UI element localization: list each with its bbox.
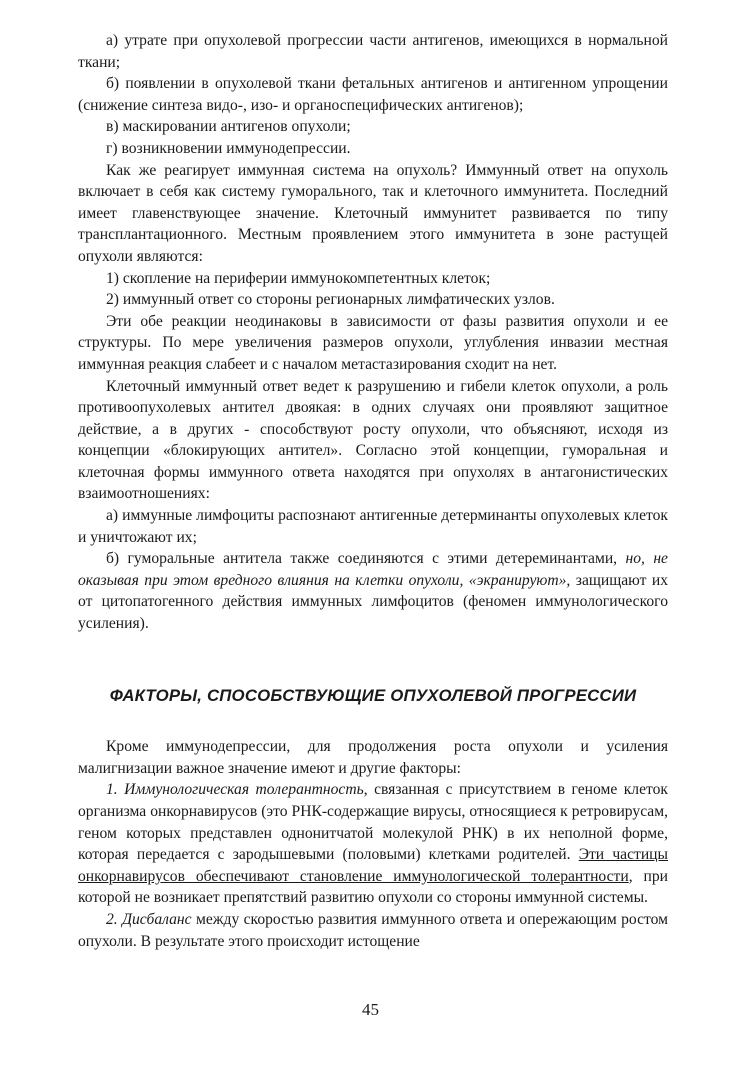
paragraph: Кроме иммунодепрессии, для продолжения роста опухоли и усиления малигнизации важное значение имеют и другие факторы: [78,738,668,777]
list-item: а) иммунные лимфоциты распознают антигенные детерминанты опухолевых клеток и уничтожают их; [78,507,668,546]
list-item: 1) скопление на периферии иммунокомпетентных клеток; [106,269,491,287]
list-item: б) появлении в опухолевой ткани фетальных антигенов и антигенном упрощении (снижение синтеза видо-, изо- и органоспецифических антигенов); [78,75,668,114]
underlined-run: Эти частицы онкорнавирусов обеспечивают становление иммунологической толерантности [78,846,668,885]
list-item: 2) иммунный ответ со стороны регионарных лимфатических узлов. [106,291,555,309]
text-run: между скоростью развития иммунного ответа и опережающим ростом опухоли. В результате этого происходит истощение [78,910,668,950]
text-run: , связанная с присутствием в геноме клеток организма онкорнавирусов (это РНК-содержащие вирусы, относящиеся к ретровирусам, геном которых представлен однонитчатой молекулой РНК) в их неполной форме, которая передается с зародышевыми (половыми) клетками родителей. [78,781,668,864]
list-item: а) утрате при опухолевой прогрессии части антигенов, имеющихся в нормальной ткани; [78,32,668,71]
factor-paragraph [78,779,668,909]
paragraph: Клеточный иммунный ответ ведет к разрушению и гибели клеток опухоли, а роль противоопухолевых антител двоякая: в одних случаях они проявляют защитное действие, а в других - способствуют росту опухоли, что объясняют, исходя из концепции «блокирующих антител». Согласно этой концепции, гуморальная и клеточная формы иммунного ответа находятся при опухолях в антагонистических взаимоотношениях: [78,377,668,503]
text-run: , при которой не возникает препятствий развитию опухоли со стороны иммунной системы. [78,867,668,907]
text-run: защищают их от цитопатогенного действия иммунных лимфоцитов (феномен иммунологического усиления). [78,571,668,633]
paragraph: Как же реагирует иммунная система на опухоль? Иммунный ответ на опухоль включает в себя как систему гуморального, так и клеточного иммунитета. Последний имеет главенствующее значение. Клеточный иммунитет развивается по типу трансплантационного. Местным проявлением этого иммунитета в зоне растущей опухоли являются: [78,161,668,265]
list-item [78,548,668,634]
text-run: б) гуморальные антитела также соединяются с этими детереминантами, [106,550,618,568]
page-body [78,30,668,952]
page-number: 45 [362,1000,379,1019]
list-item: в) маскировании антигенов опухоли; [106,118,351,136]
term: 2. Дисбаланс [106,910,192,928]
list-item: г) возникновении иммунодепрессии. [106,139,351,157]
italic-run: но, не оказывая при этом вредного влияния на клетки опухоли, «экранируют», [78,550,668,589]
term: 1. Иммунологическая толерантность [106,781,364,799]
factor-paragraph [78,909,668,952]
paragraph: Эти обе реакции неодинаковы в зависимости от фазы развития опухоли и ее структуры. По мере увеличения размеров опухоли, углубления инвазии местная иммунная реакция слабеет и с началом метастазирования сходит на нет. [78,312,668,373]
section-heading: ФАКТОРЫ, СПОСОБСТВУЮЩИЕ ОПУХОЛЕВОЙ ПРОГРЕССИИ [109,685,637,705]
